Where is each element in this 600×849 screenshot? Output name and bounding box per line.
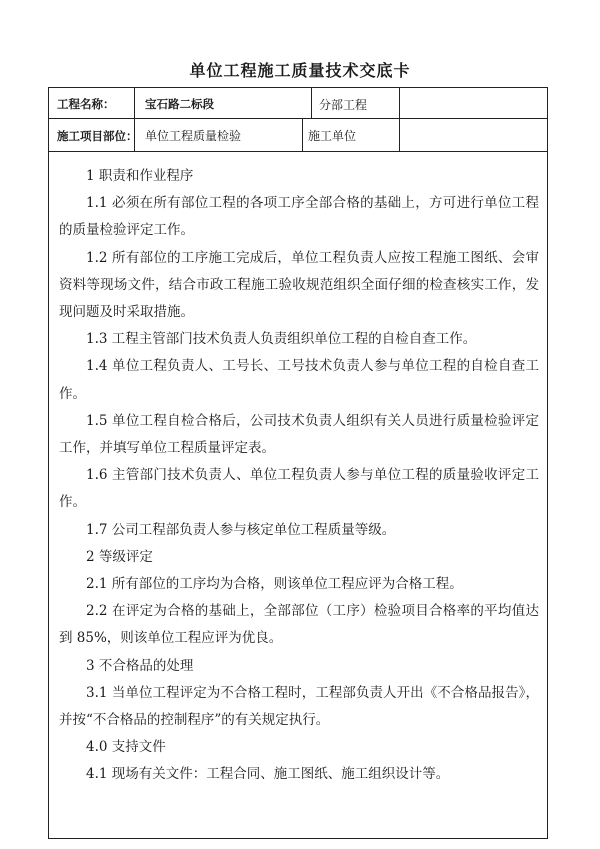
disclosure-form-table bbox=[48, 87, 548, 839]
paragraph: 3.1 当单位工程评定为不合格工程时，工程部负责人开出《不合格品报告》，并按“不合格品的控制程序”的有关规定执行。 bbox=[59, 684, 539, 729]
row-divider bbox=[49, 151, 547, 152]
column-divider bbox=[311, 88, 312, 118]
column-divider bbox=[399, 88, 400, 118]
section-heading: 1 职责和作业程序 bbox=[86, 168, 194, 184]
paragraph: 1.7 公司工程部负责人参与核定单位工程质量等级。 bbox=[86, 521, 396, 538]
paragraph: 1.4 单位工程负责人、工号长、工号技术负责人参与单位工程的自检自查工作。 bbox=[59, 358, 539, 402]
paragraph: 1.1 必须在所有部位工程的各项工序全部合格的基础上，方可进行单位工程的质量检验评定工作。 bbox=[59, 195, 539, 239]
disclosure-content bbox=[59, 163, 539, 789]
section-heading: 3 不合格品的处理 bbox=[86, 657, 194, 674]
project-name-value: 宝石路二标段 bbox=[145, 97, 214, 111]
project-name-label: 工程名称： bbox=[57, 97, 115, 111]
paragraph: 2.2 在评定为合格的基础上，全部部位（工序）检验项目合格率的平均值达到 85%，则该单位工程应评为优良。 bbox=[59, 603, 539, 647]
section-heading: 2 等级评定 bbox=[86, 548, 153, 565]
paragraph: 2.1 所有部位的工序均为合格，则该单位工程应评为合格工程。 bbox=[86, 576, 463, 593]
row-divider bbox=[49, 118, 547, 119]
sub-project-label: 分部工程 bbox=[319, 98, 368, 112]
paragraph: 1.2 所有部位的工序施工完成后，单位工程负责人应按工程施工图纸、会审资料等现场文件，结合市政工程施工验收规范组织全面仔细的检查核实工作，发现问题及时采取措施。 bbox=[59, 249, 539, 321]
section-heading: 4.0 支持文件 bbox=[86, 739, 166, 756]
construction-unit-label: 施工单位 bbox=[308, 129, 357, 143]
paragraph: 4.1 现场有关文件：工程合同、施工图纸、施工组织设计等。 bbox=[86, 766, 450, 783]
paragraph: 1.5 单位工程自检合格后，公司技术负责人组织有关人员进行质量检验评定工作，并填写单位工程质量评定表。 bbox=[59, 412, 539, 457]
column-divider bbox=[399, 118, 400, 151]
column-divider bbox=[134, 88, 135, 118]
item-location-label: 施工项目部位： bbox=[57, 129, 138, 143]
paragraph: 1.3 工程主管部门技术负责人负责组织单位工程的自检自查工作。 bbox=[86, 331, 477, 348]
paragraph: 1.6 主管部门技术负责人、单位工程负责人参与单位工程的质量验收评定工作。 bbox=[59, 467, 539, 511]
document-title: 单位工程施工质量技术交底卡 bbox=[189, 61, 411, 80]
item-location-value: 单位工程质量检验 bbox=[145, 129, 242, 143]
column-divider bbox=[302, 118, 303, 151]
